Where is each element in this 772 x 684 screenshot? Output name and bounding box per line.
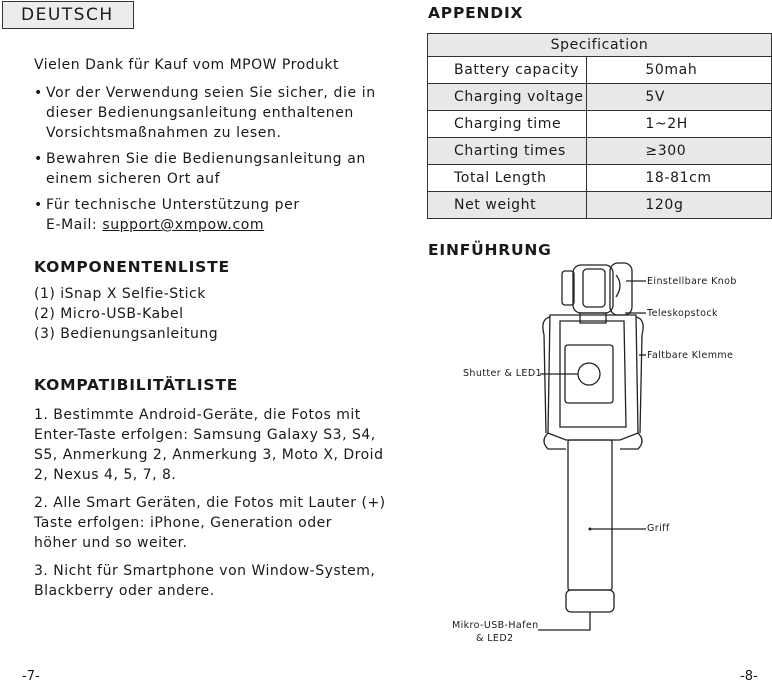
bullet-2-line: einem sicheren Ort auf (46, 171, 221, 187)
components-list (34, 284, 218, 344)
bullet-1-line: Vorsichtsmaßnahmen zu lesen. (46, 125, 282, 141)
spec-key: Charging voltage (428, 84, 587, 111)
spec-table (427, 33, 772, 219)
page-number-left: -7- (22, 669, 40, 684)
components-heading: KOMPONENTENLISTE (34, 258, 230, 276)
email-line (46, 215, 376, 235)
thanks-text: Vielen Dank für Kauf vom MPOW Produkt (34, 57, 340, 73)
spec-value: 18-81cm (587, 165, 772, 192)
label-knob: Einstellbare Knob (647, 276, 737, 287)
spec-value: 50mah (587, 57, 772, 84)
spec-row (428, 111, 772, 138)
compat-item-3 (34, 561, 386, 601)
bullet-dot: • (34, 151, 43, 167)
head-outline (573, 265, 613, 313)
spec-row (428, 84, 772, 111)
spec-row (428, 138, 772, 165)
component-item: (3) Bedienungsanleitung (34, 326, 219, 342)
spec-header-row (428, 34, 772, 57)
head-inner (583, 269, 605, 307)
label-shutter: Shutter & LED1 (463, 368, 542, 379)
selfie-stick-drawing (538, 263, 646, 630)
spec-key: Total Length (428, 165, 587, 192)
compat-line: S5, Anmerkung 2, Anmerkung 3, Moto X, Droid (34, 447, 384, 463)
spec-key: Charting times (428, 138, 587, 165)
compat-item-2 (34, 493, 386, 553)
page-number-right: -8- (740, 669, 758, 684)
bullet-1-line: dieser Bedienungsanleitung enthaltenen (46, 105, 354, 121)
spec-key: Charging time (428, 111, 587, 138)
bullet-1 (34, 83, 376, 143)
bullet-list (34, 83, 376, 235)
knob-detail (616, 275, 620, 297)
spec-key: Battery capacity (428, 57, 587, 84)
bullet-1-line: Vor der Verwendung seien Sie sicher, die in (46, 85, 376, 101)
spec-value: 1~2H (587, 111, 772, 138)
spec-header: Specification (428, 34, 772, 57)
compat-line: Taste erfolgen: iPhone, Generation oder (34, 515, 332, 531)
appendix-heading: APPENDIX (428, 4, 524, 22)
compat-line: 2. Alle Smart Geräten, die Fotos mit Lauter (+) (34, 495, 386, 511)
head-side (562, 271, 574, 305)
grip-body (568, 440, 612, 590)
grip-end-cap (566, 590, 614, 612)
selfie-stick-diagram (440, 255, 770, 650)
compat-list (34, 405, 386, 601)
bullet-dot: • (34, 197, 43, 213)
spec-value: 120g (587, 192, 772, 219)
compat-line: Blackberry oder andere. (34, 583, 215, 599)
label-grip: Griff (647, 523, 670, 534)
intro-heading: EINFÜHRUNG (428, 241, 552, 259)
bullet-2 (34, 149, 376, 189)
bullet-dot: • (34, 85, 43, 101)
spec-value: 5V (587, 84, 772, 111)
bullet-3-line: Für technische Unterstützung per (46, 197, 300, 213)
label-usb-led: & LED2 (476, 633, 514, 644)
spec-row (428, 165, 772, 192)
label-usb: Mikro-USB-Hafen (452, 620, 539, 631)
compat-line: höher und so weiter. (34, 535, 188, 551)
label-clamp: Faltbare Klemme (647, 350, 734, 361)
compat-heading: KOMPATIBILITÄTLISTE (34, 376, 239, 394)
bullet-2-line: Bewahren Sie die Bedienungsanleitung an (46, 151, 366, 167)
spec-row (428, 192, 772, 219)
compat-line: Enter-Taste erfolgen: Samsung Galaxy S3, S4, (34, 427, 376, 443)
bullet-3 (34, 195, 376, 235)
component-item: (1) iSnap X Selfie-Stick (34, 286, 206, 302)
label-telescopic: Teleskopstock (647, 308, 718, 319)
compat-line: 2, Nexus 4, 5, 7, 8. (34, 467, 177, 483)
leader-usb (538, 612, 590, 630)
email-prefix: E-Mail: (46, 217, 103, 233)
compat-item-1 (34, 405, 386, 485)
spec-row (428, 57, 772, 84)
shutter-button-icon (578, 363, 600, 385)
spec-value: ≥300 (587, 138, 772, 165)
language-tab: DEUTSCH (2, 1, 134, 29)
support-email-link[interactable]: support@xmpow.com (102, 217, 265, 233)
component-item: (2) Micro-USB-Kabel (34, 306, 184, 322)
compat-line: 1. Bestimmte Android-Geräte, die Fotos mit (34, 407, 361, 423)
grip-point (589, 528, 592, 531)
spec-key: Net weight (428, 192, 587, 219)
compat-line: 3. Nicht für Smartphone von Window-System, (34, 563, 376, 579)
